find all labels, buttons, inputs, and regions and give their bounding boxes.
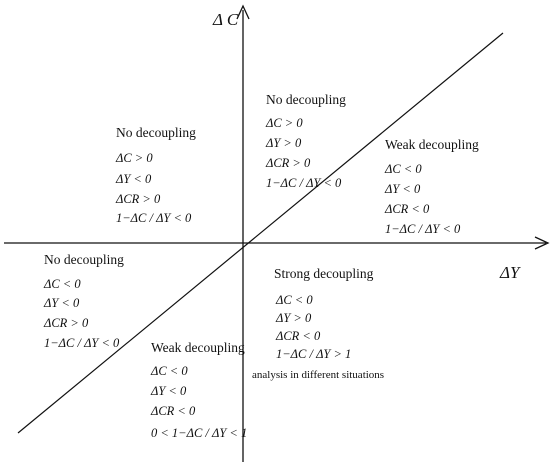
region-upper-right — [384, 137, 479, 236]
condition-line: ΔCR > 0 — [266, 156, 311, 170]
condition-line: ΔY > 0 — [276, 311, 312, 325]
x-axis-label: ΔY — [500, 263, 520, 282]
region-title: No decoupling — [44, 252, 124, 267]
region-lower-middle — [150, 340, 247, 440]
condition-line: ΔY < 0 — [116, 172, 152, 186]
region-title: No decoupling — [266, 92, 346, 107]
condition-line: ΔCR < 0 — [276, 329, 321, 343]
condition-line: ΔC > 0 — [266, 116, 303, 130]
condition-line: 1−ΔC / ΔY < 0 — [385, 222, 461, 236]
condition-line: ΔCR < 0 — [385, 202, 430, 216]
region-title: Weak decoupling — [151, 340, 245, 355]
condition-line: ΔY < 0 — [385, 182, 421, 196]
condition-line: ΔC < 0 — [44, 277, 81, 291]
condition-line: ΔY > 0 — [266, 136, 302, 150]
condition-line: ΔC < 0 — [385, 162, 422, 176]
condition-line: ΔCR < 0 — [151, 404, 196, 418]
y-axis-label: Δ C — [213, 10, 239, 29]
caption-note: analysis in different situations — [252, 369, 385, 381]
condition-line: 1−ΔC / ΔY > 1 — [276, 347, 352, 361]
condition-line: 1−ΔC / ΔY < 0 — [266, 176, 342, 190]
condition-line: ΔY < 0 — [44, 296, 80, 310]
region-upper-middle — [265, 92, 346, 190]
condition-line: ΔC > 0 — [116, 151, 153, 165]
condition-line: ΔC < 0 — [151, 364, 188, 378]
region-lower-left — [43, 252, 124, 350]
region-title: No decoupling — [116, 125, 196, 140]
condition-line: ΔC < 0 — [276, 293, 313, 307]
condition-line: ΔCR > 0 — [116, 192, 161, 206]
condition-line: ΔY < 0 — [151, 384, 187, 398]
condition-line: 1−ΔC / ΔY < 0 — [44, 336, 120, 350]
region-lower-right — [274, 266, 374, 361]
region-title: Weak decoupling — [385, 137, 479, 152]
condition-line: ΔCR > 0 — [44, 316, 89, 330]
condition-line: 1−ΔC / ΔY < 0 — [116, 211, 192, 225]
region-title: Strong decoupling — [274, 266, 374, 281]
condition-line: 0 < 1−ΔC / ΔY < 1 — [151, 426, 248, 440]
region-upper-left — [115, 125, 196, 225]
